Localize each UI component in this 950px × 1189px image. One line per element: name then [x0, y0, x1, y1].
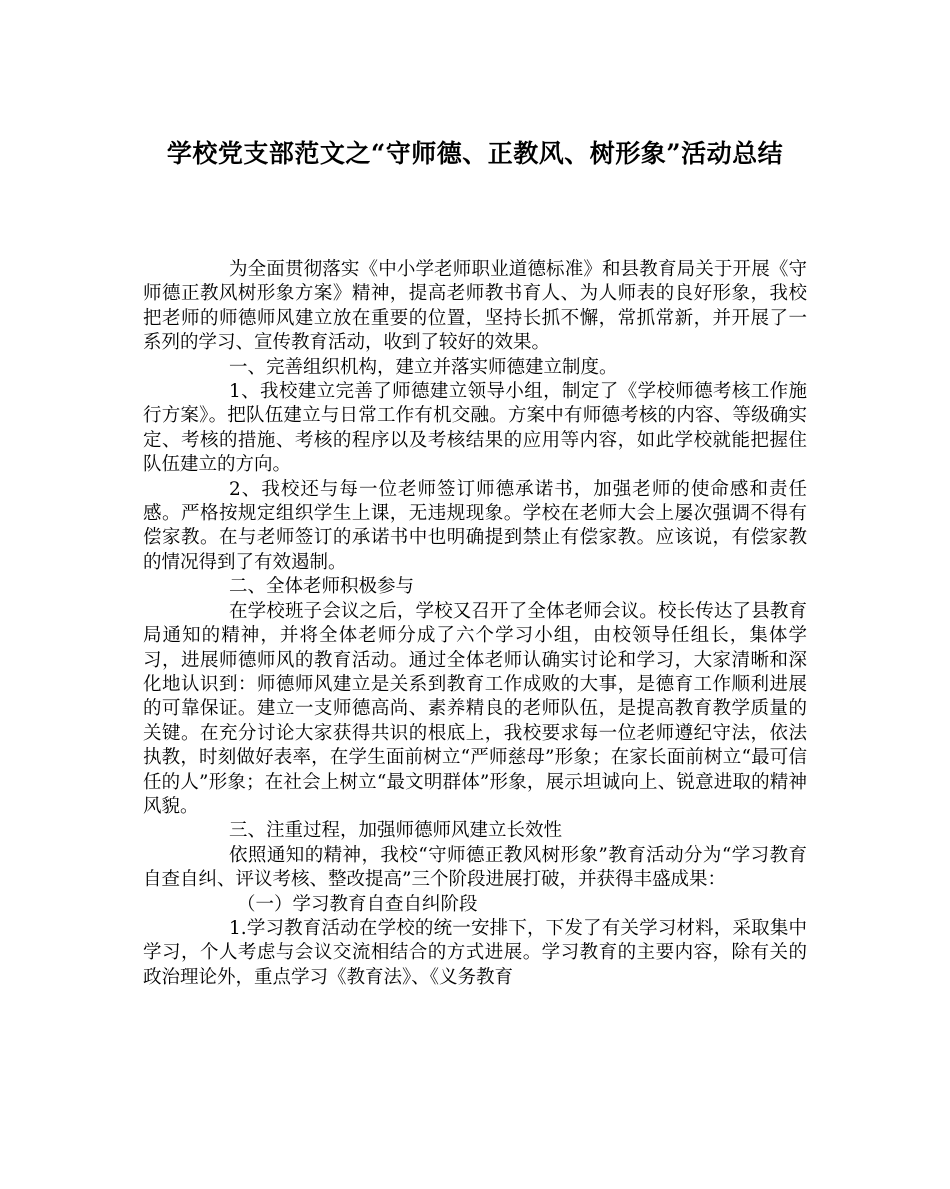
- heading-section-2: 二、全体老师积极参与: [229, 576, 415, 598]
- heading-section-1: 一、完善组织机构，建立并落实师德建立制度。: [229, 356, 618, 378]
- paragraph-section-3: 依照通知的精神，我校“守师德正教风树形象”教育活动分为“学习教育自查自纠、评议考核、整改提高”三个阶段进展打破，并获得丰盛成果：: [143, 844, 807, 891]
- paragraph-intro: 为全面贯彻落实《中小学老师职业道德标准》和县教育局关于开展《守师德正教风树形象方案》精神，提高老师教书育人、为人师表的良好形象，我校把老师的师德师风建立放在重要的位置，坚持长抓不懈，常抓常新，并开展了一系列的学习、宣传教育活动，收到了较好的效果。: [143, 259, 807, 354]
- paragraph-section-1-item-1: 1、我校建立完善了师德建立领导小组，制定了《学校师德考核工作施行方案》。把队伍建立与日常工作有机交融。方案中有师德考核的内容、等级确实定、考核的措施、考核的程序以及考核结果的应用等内容，如此学校就能把握住队伍建立的方向。: [143, 381, 807, 476]
- paragraph-section-2: 在学校班子会议之后，学校又召开了全体老师会议。校长传达了县教育局通知的精神，并将全体老师分成了六个学习小组，由校领导任组长，集体学习，进展师德师风的教育活动。通过全体老师认确实讨论和学习，大家清晰和深化地认识到：师德师风建立是关系到教育工作成败的大事，是德育工作顺利进展的可靠保证。建立一支师德高尚、素养精良的老师队伍，是提高教育教学质量的关键。在充分讨论大家获得共识的根底上，我校要求每一位老师遵纪守法，依法执教，时刻做好表率，在学生面前树立“严师慈母”形象；在家长面前树立“最可信任的人”形象；在社会上树立“最文明群体”形象，展示坦诚向上、锐意进取的精神风貌。: [143, 600, 807, 817]
- paragraph-subsection-1-item-1: 1.学习教育活动在学校的统一安排下，下发了有关学习材料，采取集中学习，个人考虑与会议交流相结合的方式进展。学习教育的主要内容，除有关的政治理论外，重点学习《教育法》、《义务教育: [143, 917, 807, 988]
- heading-section-3: 三、注重过程，加强师德师风建立长效性: [229, 820, 563, 842]
- document-title: 学校党支部范文之“守师德、正教风、树形象”活动总结: [166, 139, 784, 168]
- heading-subsection-1: （一）学习教育自查自纠阶段: [237, 893, 478, 915]
- paragraph-section-1-item-2: 2、我校还与每一位老师签订师德承诺书，加强老师的使命感和责任感。严格按规定组织学生上课，无违规现象。学校在老师大会上屡次强调不得有偿家教。在与老师签订的承诺书中也明确提到禁止有偿家教。应该说，有偿家教的情况得到了有效遏制。: [143, 478, 807, 573]
- document-body: [143, 258, 807, 990]
